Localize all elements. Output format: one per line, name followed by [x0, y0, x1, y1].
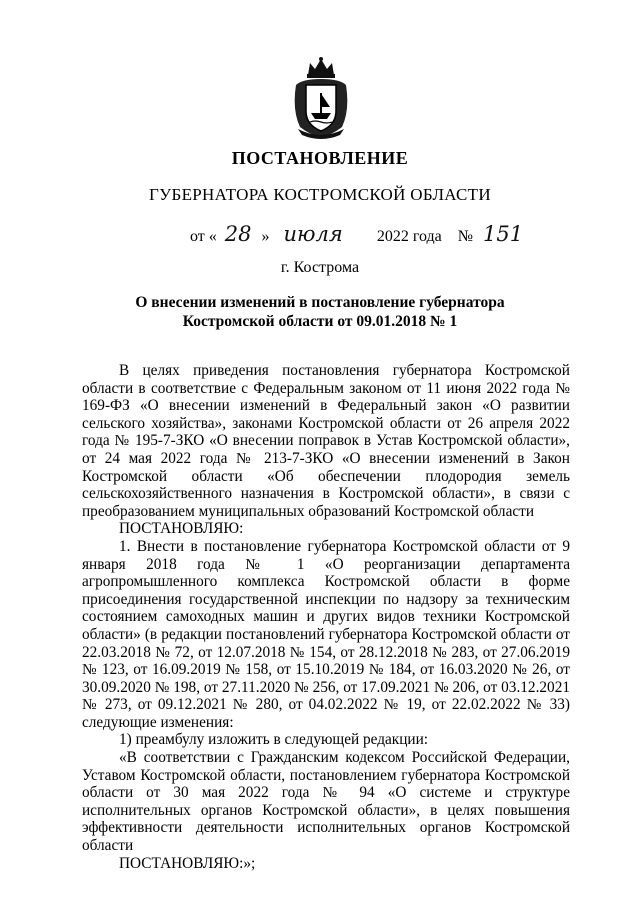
number-sign: № [457, 228, 474, 245]
handwritten-number: 151 [483, 222, 524, 246]
resolve-heading: ПОСТАНОВЛЯЮ: [119, 520, 244, 538]
quoted-preamble-paragraph: «В соответствии с Гражданским кодексом Российской Федерации, Уставом Костромской области, постановлением губернатора Костромской области от 30 мая 2022 года № 94 «О системе и структуре исполнительных органов Костромской области», в целях повышения эффективности деятельности исполнительных органов Костромской области [82, 749, 570, 855]
date-year: 2022 года [376, 228, 442, 245]
subitem-1-paragraph: 1) преамбулу изложить в следующей редакции: [119, 731, 429, 749]
heading-line-2: Костромской области от 09.01.2018 № 1 [182, 313, 458, 330]
handwritten-month: июля [283, 222, 343, 246]
city-line: г. Кострома [280, 259, 360, 276]
heading-line-1: О внесении изменений в постановление губернатора [135, 294, 505, 311]
preamble-paragraph: В целях приведения постановления губернатора Костромской области в соответствие с Федеральным законом от 11 июня 2022 года № 169-ФЗ «О внесении изменений в Федеральный закон «О развитии сельского хозяйства», законами Костромской области от 26 апреля 2022 года № 195-7-ЗКО «О внесении поправок в Устав Костромской области», от 24 мая 2022 года № 213-7-ЗКО «О внесении изменений в Закон Костромской области «Об обеспечении плодородия земель сельскохозяйственного назначения в Костромской области», в связи с преобразованием муниципальных образований Костромской области [82, 362, 570, 520]
date-quote-close: » [261, 228, 270, 245]
document-title: ПОСТАНОВЛЕНИЕ [231, 148, 409, 168]
date-number-line [190, 222, 523, 246]
document-body [82, 362, 570, 872]
date-prefix: от « [190, 228, 217, 245]
item-1-paragraph: 1. Внести в постановление губернатора Костромской области от 9 января 2018 года № 1 «О реорганизации департамента агропромышленного комплекса Костромской области в форме присоединения государственной инспекции по надзору за техническим состоянием самоходных машин и других видов техники Костромской области» (в редакции постановлений губернатора Костромской области от 22.03.2018 № 72, от 12.07.2018 № 154, от 28.12.2018 № 283, от 27.06.2019 № 123, от 16.09.2019 № 158, от 15.10.2019 № 184, от 16.03.2020 № 26, от 30.09.2020 № 198, от 27.11.2020 № 256, от 17.09.2021 № 206, от 03.12.2021 № 273, от 09.12.2021 № 280, от 04.02.2022 № 19, от 22.02.2022 № 33) следующие изменения: [82, 537, 570, 731]
handwritten-day: 28 [224, 222, 252, 246]
issuer-title: ГУБЕРНАТОРА КОСТРОМСКОЙ ОБЛАСТИ [149, 185, 491, 204]
coat-of-arms-emblem [290, 55, 352, 139]
document-heading [0, 293, 640, 331]
quoted-resolve: ПОСТАНОВЛЯЮ:»; [119, 854, 256, 872]
